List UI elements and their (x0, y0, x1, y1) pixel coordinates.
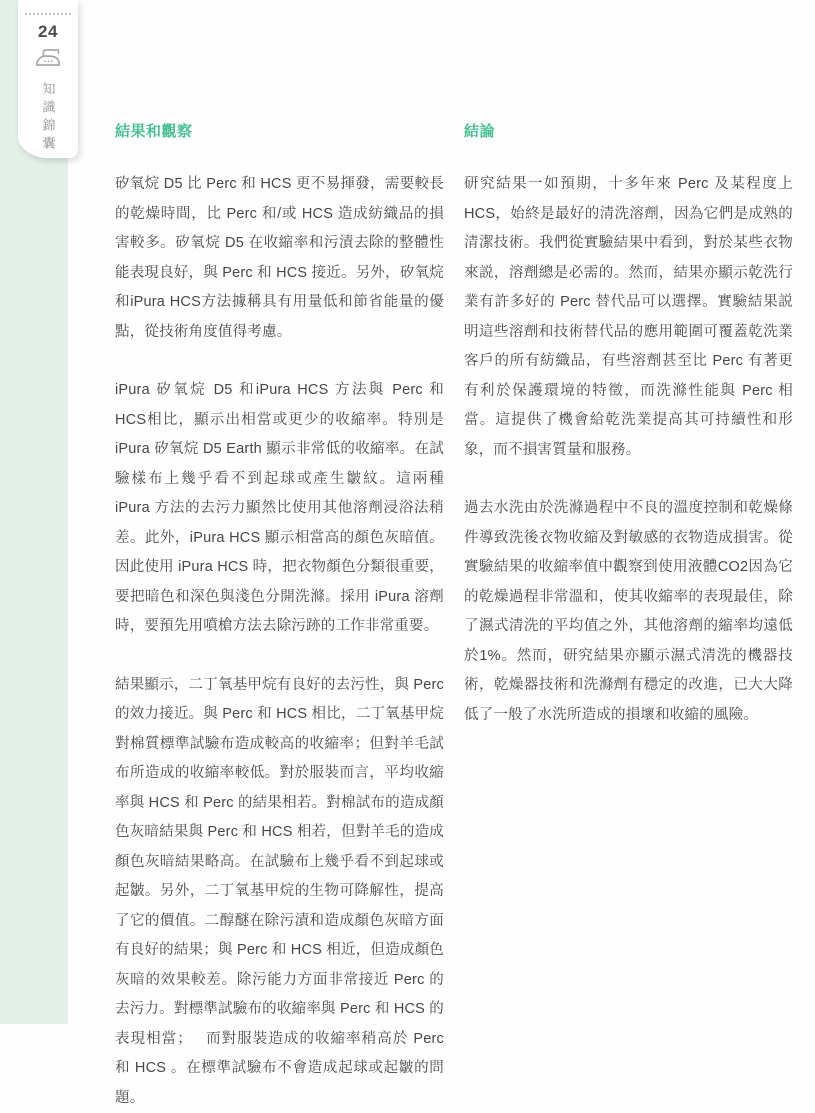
perforation-dotted-line (25, 13, 71, 15)
conclusion-heading: 結論 (464, 120, 793, 141)
iron-care-symbol-icon (33, 46, 63, 74)
paragraph: iPura 矽氧烷 D5 和iPura HCS 方法與 Perc 和 HCS相比，顯示出相當或更少的收縮率。特別是 iPura 矽氧烷 D5 Earth 顯示非常低的收縮率。在試驗樣布上幾乎看不到起球或產生皺紋。這兩種 iPura 方法的去污力顯然比使用其他溶劑浸浴法稍差。此外，iPura HCS 顯示相當高的顏色灰暗值。因此使用 iPura HCS 時，把衣物顏色分類很重要，要把暗色和深色與淺色分開洗滌。採用 iPura 溶劑時，要預先用噴槍方法去除污跡的工作非常重要。 (115, 376, 444, 642)
paragraph: 矽氧烷 D5 比 Perc 和 HCS 更不易揮發，需要較長的乾燥時間，比 Perc 和/或 HCS 造成紡織品的損害較多。矽氧烷 D5 在收縮率和污漬去除的整體性能表現良好，與 Perc 和 HCS 接近。另外，矽氧烷和iPura HCS方法據稱具有用量低和節省能量的優點，從技術角度值得考慮。 (115, 170, 444, 347)
results-column (115, 120, 444, 1113)
conclusion-column (464, 120, 793, 730)
paragraph: 結果顯示，二丁氧基甲烷有良好的去污性，與 Perc 的效力接近。與 Perc 和 HCS 相比，二丁氧基甲烷對棉質標準試驗布造成較高的收縮率；但對羊毛試布所造成的收縮率較低。對於服裝而言，平均收縮率與 HCS 和 Perc 的結果相若。對棉試布的造成顏色灰暗結果與 Perc 和 HCS 相若，但對羊毛的造成顏色灰暗結果略高。在試驗布上幾乎看不到起球或起皺。另外，二丁氧基甲烷的生物可降解性，提高了它的價值。二醇醚在除污漬和造成顏色灰暗方面有良好的結果；與 Perc 和 HCS 相近，但造成顏色灰暗的效果較差。除污能力方面非常接近 Perc 的去污力。對標準試驗布的收縮率與 Perc 和 HCS 的表現相當； 而對服裝造成的收縮率稍高於 Perc 和 HCS 。在標準試驗布不會造成起球或起皺的問題。 (115, 671, 444, 1113)
section-vertical-title: 知識錦囊 (42, 82, 55, 154)
page-number: 24 (38, 22, 58, 42)
conclusion-body (464, 170, 793, 730)
paragraph: 過去水洗由於洗滌過程中不良的溫度控制和乾燥條件導致洗後衣物收縮及對敏感的衣物造成損害。從實驗結果的收縮率值中觀察到使用液體CO2因為它的乾燥過程非常溫和，使其收縮率的表現最佳，除了濕式清洗的平均值之外，其他溶劑的縮率均遠低於1%。然而，研究結果亦顯示濕式清洗的機器技術，乾燥器技術和洗滌劑有穩定的改進，已大大降低了一般了水洗所造成的損壞和收縮的風險。 (464, 494, 793, 730)
results-heading: 結果和觀察 (115, 120, 444, 141)
results-body (115, 170, 444, 1113)
page-bookmark-tab (18, 0, 78, 158)
paragraph: 研究結果一如預期，十多年來 Perc 及某程度上 HCS，始終是最好的清洗溶劑，因為它們是成熟的清潔技術。我們從實驗結果中看到，對於某些衣物來説，溶劑總是必需的。然而，結果亦顯示乾洗行業有許多好的 Perc 替代品可以選擇。實驗結果説明這些溶劑和技術替代品的應用範圍可覆蓋乾洗業客戶的所有紡織品，有些溶劑甚至比 Perc 有著更有利於保護環境的特徵，而洗滌性能與 Perc 相當。這提供了機會給乾洗業提高其可持續性和形象，而不損害質量和服務。 (464, 170, 793, 465)
